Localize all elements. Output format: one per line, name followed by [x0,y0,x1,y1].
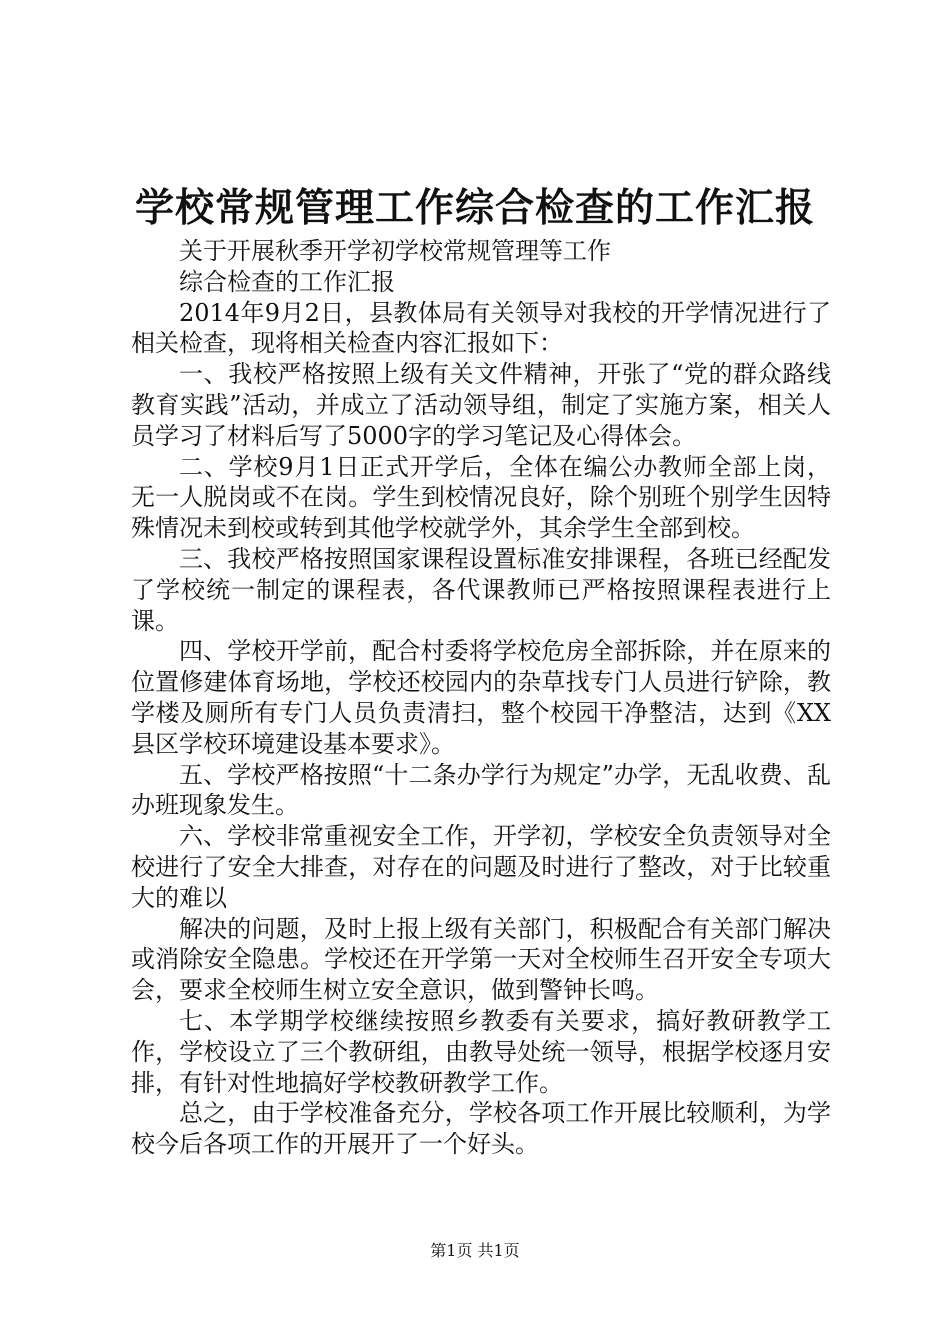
conclusion-paragraph: 总之，由于学校准备充分，学校各项工作开展比较顺利，为学校今后各项工作的开展开了一个好头。 [131,1099,831,1159]
paragraph-item-7: 七、本学期学校继续按照乡教委有关要求，搞好教研教学工作，学校设立了三个教研组，由教导处统一领导，根据学校逐月安排，有针对性地搞好学校教研教学工作。 [131,1006,831,1097]
document-title: 学校常规管理工作综合检查的工作汇报 [134,185,815,231]
paragraph-item-5: 五、学校严格按照“十二条办学行为规定”办学，无乱收费、乱办班现象发生。 [131,760,831,820]
subtitle-line-2: 综合检查的工作汇报 [179,267,395,296]
paragraph-item-1: 一、我校严格按照上级有关文件精神，开张了“党的群众路线教育实践”活动，并成立了活动领导组，制定了实施方案，相关人员学习了材料后写了5000字的学习笔记及心得体会。 [131,360,831,450]
document-body [131,236,831,1160]
intro-paragraph: 2014年9月2日，县教体局有关领导对我校的开学情况进行了相关检查，现将相关检查内容汇报如下： [131,298,831,358]
paragraph-item-6: 六、学校非常重视安全工作，开学初，学校安全负责领导对全校进行了安全大排查，对存在的问题及时进行了整改，对于比较重大的难以 [131,822,831,912]
paragraph-item-6-continued: 解决的问题，及时上报上级有关部门，积极配合有关部门解决或消除安全隐患。学校还在开学第一天对全校师生召开安全专项大会，要求全校师生树立安全意识，做到警钟长鸣。 [131,914,831,1005]
paragraph-item-2: 二、学校9月1日正式开学后，全体在编公办教师全部上岗，无一人脱岗或不在岗。学生到校情况良好，除个别班个别学生因特殊情况未到校或转到其他学校就学外，其余学生全部到校。 [131,452,831,543]
page-number-footer: 第1页 共1页 [430,1241,520,1260]
paragraph-item-3: 三、我校严格按照国家课程设置标准安排课程，各班已经配发了学校统一制定的课程表，各代课教师已严格按照课程表进行上课。 [131,544,831,635]
subtitle-line-1: 关于开展秋季开学初学校常规管理等工作 [179,237,611,265]
paragraph-item-4: 四、学校开学前，配合村委将学校危房全部拆除，并在原来的位置修建体育场地，学校还校园内的杂草找专门人员进行铲除，教学楼及厕所有专门人员负责清扫，整个校园干净整洁，达到《XX县区学校环境建设基本要求》。 [131,637,831,758]
